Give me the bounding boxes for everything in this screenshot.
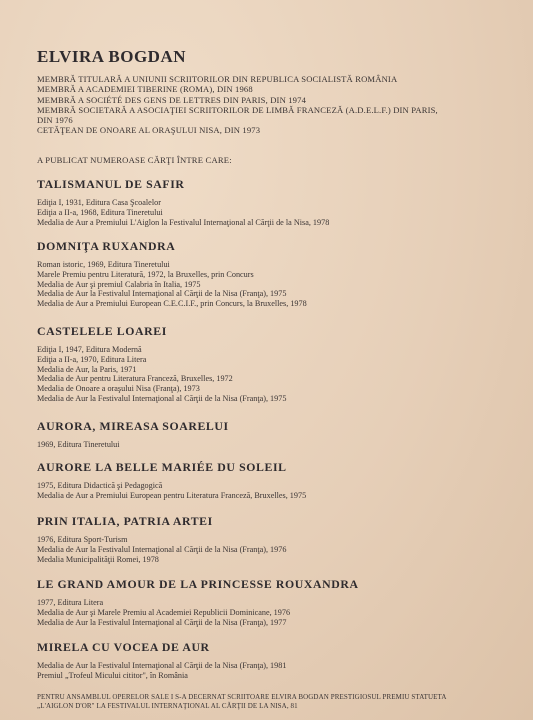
book-detail: Medalia de Aur la Festivalul Internaţional al Cărţii de la Nisa (Franţa), 1975 [37, 289, 287, 299]
membership-line: MEMBRĂ A SOCIÉTÉ DES GENS DE LETTRES DIN PARIS, DIN 1974 [37, 94, 307, 105]
membership-line: MEMBRĂ A ACADEMIEI TIBERINE (ROMA), DIN 1968 [37, 84, 253, 95]
footer-line: „L'AIGLON D'OR" LA FESTIVALUL INTERNAŢIONAL AL CĂRŢII DE LA NISA, 81 [37, 701, 298, 710]
book-entry [37, 577, 517, 627]
book-detail: Ediţia I, 1931, Editura Casa Şcoalelor [37, 198, 161, 207]
book-detail: Medalia de Aur şi premiul Calabria în Italia, 1975 [37, 279, 201, 289]
book-detail: Medalia de Aur a Premiului L'Aiglon la Festivalul Internaţional al Cărţii de la Nisa, 1978 [37, 217, 330, 227]
book-detail: Medalia de Aur a Premiului European C.E.C.I.F., prin Concurs, la Bruxelles, 1978 [37, 299, 307, 309]
book-title: TALISMANUL DE SAFIR [37, 177, 185, 191]
book-detail: Medalia de Aur, la Paris, 1971 [37, 364, 137, 374]
book-title: MIRELA CU VOCEA DE AUR [37, 640, 210, 654]
book-detail: Medalia de Aur la Festivalul Internaţional al Cărţii de la Nisa (Franţa), 1981 [37, 661, 287, 670]
membership-list [37, 74, 527, 136]
book-detail: 1975, Editura Didactică şi Pedagogică [37, 481, 163, 490]
book-entry [37, 460, 517, 501]
book-detail: Medalia de Aur pentru Literatura Franceză, Bruxelles, 1972 [37, 374, 233, 384]
membership-line: MEMBRĂ SOCIETARĂ A ASOCIAŢIEI SCRIITORILOR DE LIMBĂ FRANCEZĂ (A.D.E.L.F.) DIN PARIS, [37, 104, 438, 115]
book-title: DOMNIŢA RUXANDRA [37, 239, 176, 253]
book-detail: Medalia de Aur la Festivalul Internaţional al Cărţii de la Nisa (Franţa), 1977 [37, 617, 287, 627]
book-detail: 1976, Editura Sport-Turism [37, 535, 128, 544]
author-name: ELVIRA BOGDAN [37, 47, 186, 66]
book-entry [37, 514, 517, 564]
membership-line: CETĂŢEAN DE ONOARE AL ORAŞULUI NISA, DIN 1973 [37, 125, 261, 136]
book-detail: Medalia Municipalităţii Romei, 1978 [37, 554, 159, 564]
book-detail: Medalia de Aur la Festivalul Internaţional al Cărţii de la Nisa (Franţa), 1975 [37, 393, 287, 403]
book-detail: Medalia de Aur la Festivalul Internaţional al Cărţii de la Nisa (Franţa), 1976 [37, 544, 287, 554]
book-detail: Ediţia a II-a, 1970, Editura Litera [37, 354, 147, 364]
book-title: LE GRAND AMOUR DE LA PRINCESSE ROUXANDRA [37, 577, 359, 591]
book-title: AURORE LA BELLE MARIÉE DU SOLEIL [37, 460, 287, 474]
book-title: CASTELELE LOAREI [37, 324, 167, 338]
footer-line: PENTRU ANSAMBLUL OPERELOR SALE I S-A DECERNAT SCRIITOARE ELVIRA BOGDAN PRESTIGIOSUL PREMIU STATUETA [37, 693, 447, 701]
award-footer [37, 693, 527, 710]
book-entry [37, 324, 517, 404]
membership-line: MEMBRĂ TITULARĂ A UNIUNII SCRIITORILOR DIN REPUBLICA SOCIALISTĂ ROMÂNIA [37, 74, 398, 84]
book-detail: 1969, Editura Tineretului [37, 440, 120, 449]
book-title: PRIN ITALIA, PATRIA ARTEI [37, 514, 213, 528]
book-detail: Medalia de Aur a Premiului European pentru Literatura Franceză, Bruxelles, 1975 [37, 490, 307, 500]
book-detail: Ediţia a II-a, 1968, Editura Tineretului [37, 207, 163, 217]
book-detail: Marele Premiu pentru Literatură, 1972, la Bruxelles, prin Concurs [37, 269, 254, 279]
published-heading: A PUBLICAT NUMEROASE CĂRŢI ÎNTRE CARE: [37, 155, 232, 165]
book-detail: Roman istoric, 1969, Editura Tineretului [37, 260, 170, 269]
book-entry [37, 419, 517, 450]
book-detail: Ediţia I, 1947, Editura Modernă [37, 345, 142, 354]
book-entry [37, 177, 517, 227]
book-detail: Medalia de Aur şi Marele Premiu al Academiei Republicii Dominicane, 1976 [37, 607, 291, 617]
book-title: AURORA, MIREASA SOARELUI [37, 419, 229, 433]
book-entry [37, 239, 517, 309]
book-detail: Medalia de Onoare a oraşului Nisa (Franţa), 1973 [37, 384, 200, 394]
book-detail: Premiul „Trofeul Micului cititor", în România [37, 670, 188, 680]
book-detail: 1977, Editura Litera [37, 598, 104, 607]
membership-line: DIN 1976 [37, 115, 73, 126]
book-entry [37, 640, 517, 681]
